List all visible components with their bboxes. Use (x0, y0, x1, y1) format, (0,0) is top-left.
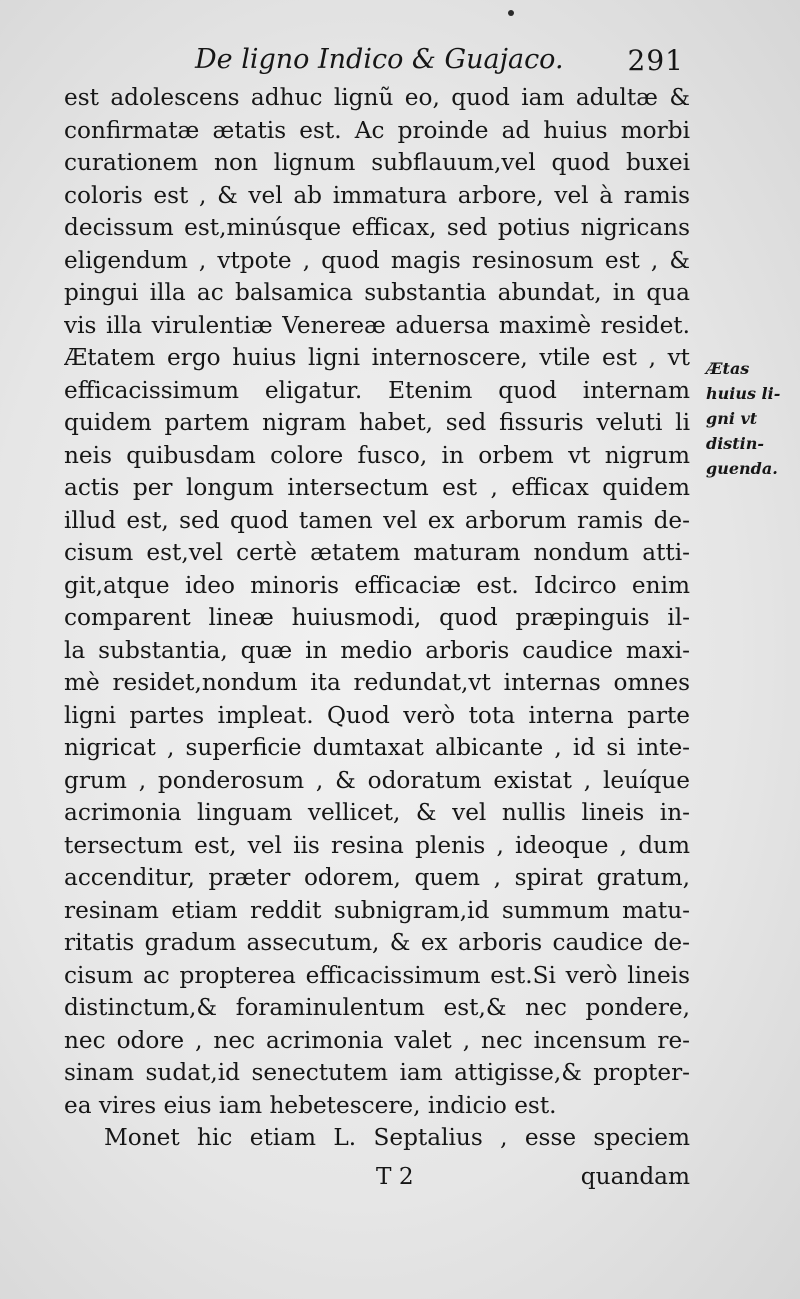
text-line: curationem non lignum subflauum,vel quod buxei (64, 149, 690, 176)
text-line: nec odore , nec acrimonia valet , nec incensum re- (64, 1026, 690, 1054)
marginal-note-line: gni vt (706, 409, 758, 428)
text-line: distinctum,& foraminulentum est,& nec pondere, (64, 994, 690, 1021)
text-line: ligni partes impleat. Quod verò tota interna parte (64, 701, 690, 729)
body-text (64, 82, 690, 1155)
text-line: comparent lineæ huiusmodi, quod præpinguis il- (64, 604, 690, 631)
text-line: ritatis gradum assecutum, & ex arboris caudice de- (64, 929, 690, 956)
text-line: est adolescens adhuc lignũ eo, quod iam adultæ & (64, 84, 690, 111)
page-number: 291 (627, 44, 684, 77)
text-line: cisum ac propterea efficacissimum est.Si verò lineis (64, 961, 690, 989)
text-line: nigricat , superficie dumtaxat albicante , id si inte- (64, 734, 690, 761)
text-line: coloris est , & vel ab immatura arbore, vel à ramis (64, 181, 690, 209)
text-line: vis illa virulentiæ Venereæ aduersa maximè residet. (64, 311, 690, 339)
page-footer (64, 1163, 690, 1195)
text-line: decissum est,minúsque efficax, sed potius nigricans (64, 214, 690, 241)
text-line: git,atque ideo minoris efficaciæ est. Idcirco enim (64, 571, 690, 599)
text-line: neis quibusdam colore fusco, in orbem vt nigrum (64, 441, 690, 469)
page-header (60, 44, 690, 84)
text-line: confirmatæ ætatis est. Ac proinde ad huius morbi (64, 116, 690, 144)
text-line: sinam sudat,id senectutem iam attigisse,& propter- (64, 1059, 690, 1086)
text-line: mè residet,nondum ita redundat,vt internas omnes (64, 669, 690, 696)
paragraph-start-line: Monet hic etiam L. Septalius , esse speciem (104, 1124, 690, 1151)
text-line: quidem partem nigram habet, sed fissuris veluti li (64, 409, 690, 436)
text-line: eligendum , vtpote , quod magis resinosum est , & (64, 246, 690, 274)
marginal-note-line: guenda. (706, 459, 778, 478)
text-line: grum , ponderosum , & odoratum existat , leuíque (64, 766, 690, 794)
text-line: actis per longum intersectum est , efficax quidem (64, 474, 690, 501)
marginal-note-line: huius li- (706, 384, 781, 403)
text-line: cisum est,vel certè ætatem maturam nondum atti- (64, 539, 690, 566)
text-line: acrimonia linguam vellicet, & vel nullis lineis in- (64, 799, 690, 826)
catchword: quandam (580, 1163, 690, 1190)
text-line: ea vires eius iam hebetescere, indicio est. (64, 1091, 557, 1119)
text-line: tersectum est, vel iis resina plenis , ideoque , dum (64, 831, 690, 859)
text-line: pingui illa ac balsamica substantia abundat, in qua (64, 279, 690, 306)
text-line: accenditur, præter odorem, quem , spirat gratum, (64, 864, 690, 891)
text-line: efficacissimum eligatur. Etenim quod internam (64, 376, 690, 404)
ink-spot (508, 10, 514, 16)
marginal-note (706, 356, 798, 481)
marginal-note-line: Ætas (706, 359, 750, 378)
text-line: Ætatem ergo huius ligni internoscere, vtile est , vt (64, 344, 690, 371)
running-title: De ligno Indico & Guajaco. (195, 44, 564, 75)
marginal-note-line: distin- (706, 434, 765, 453)
text-line: resinam etiam reddit subnigram,id summum matu- (64, 896, 690, 924)
text-line: illud est, sed quod tamen vel ex arborum ramis de- (64, 506, 690, 534)
signature-mark: T 2 (376, 1163, 414, 1190)
text-line: la substantia, quæ in medio arboris caudice maxi- (64, 636, 690, 664)
